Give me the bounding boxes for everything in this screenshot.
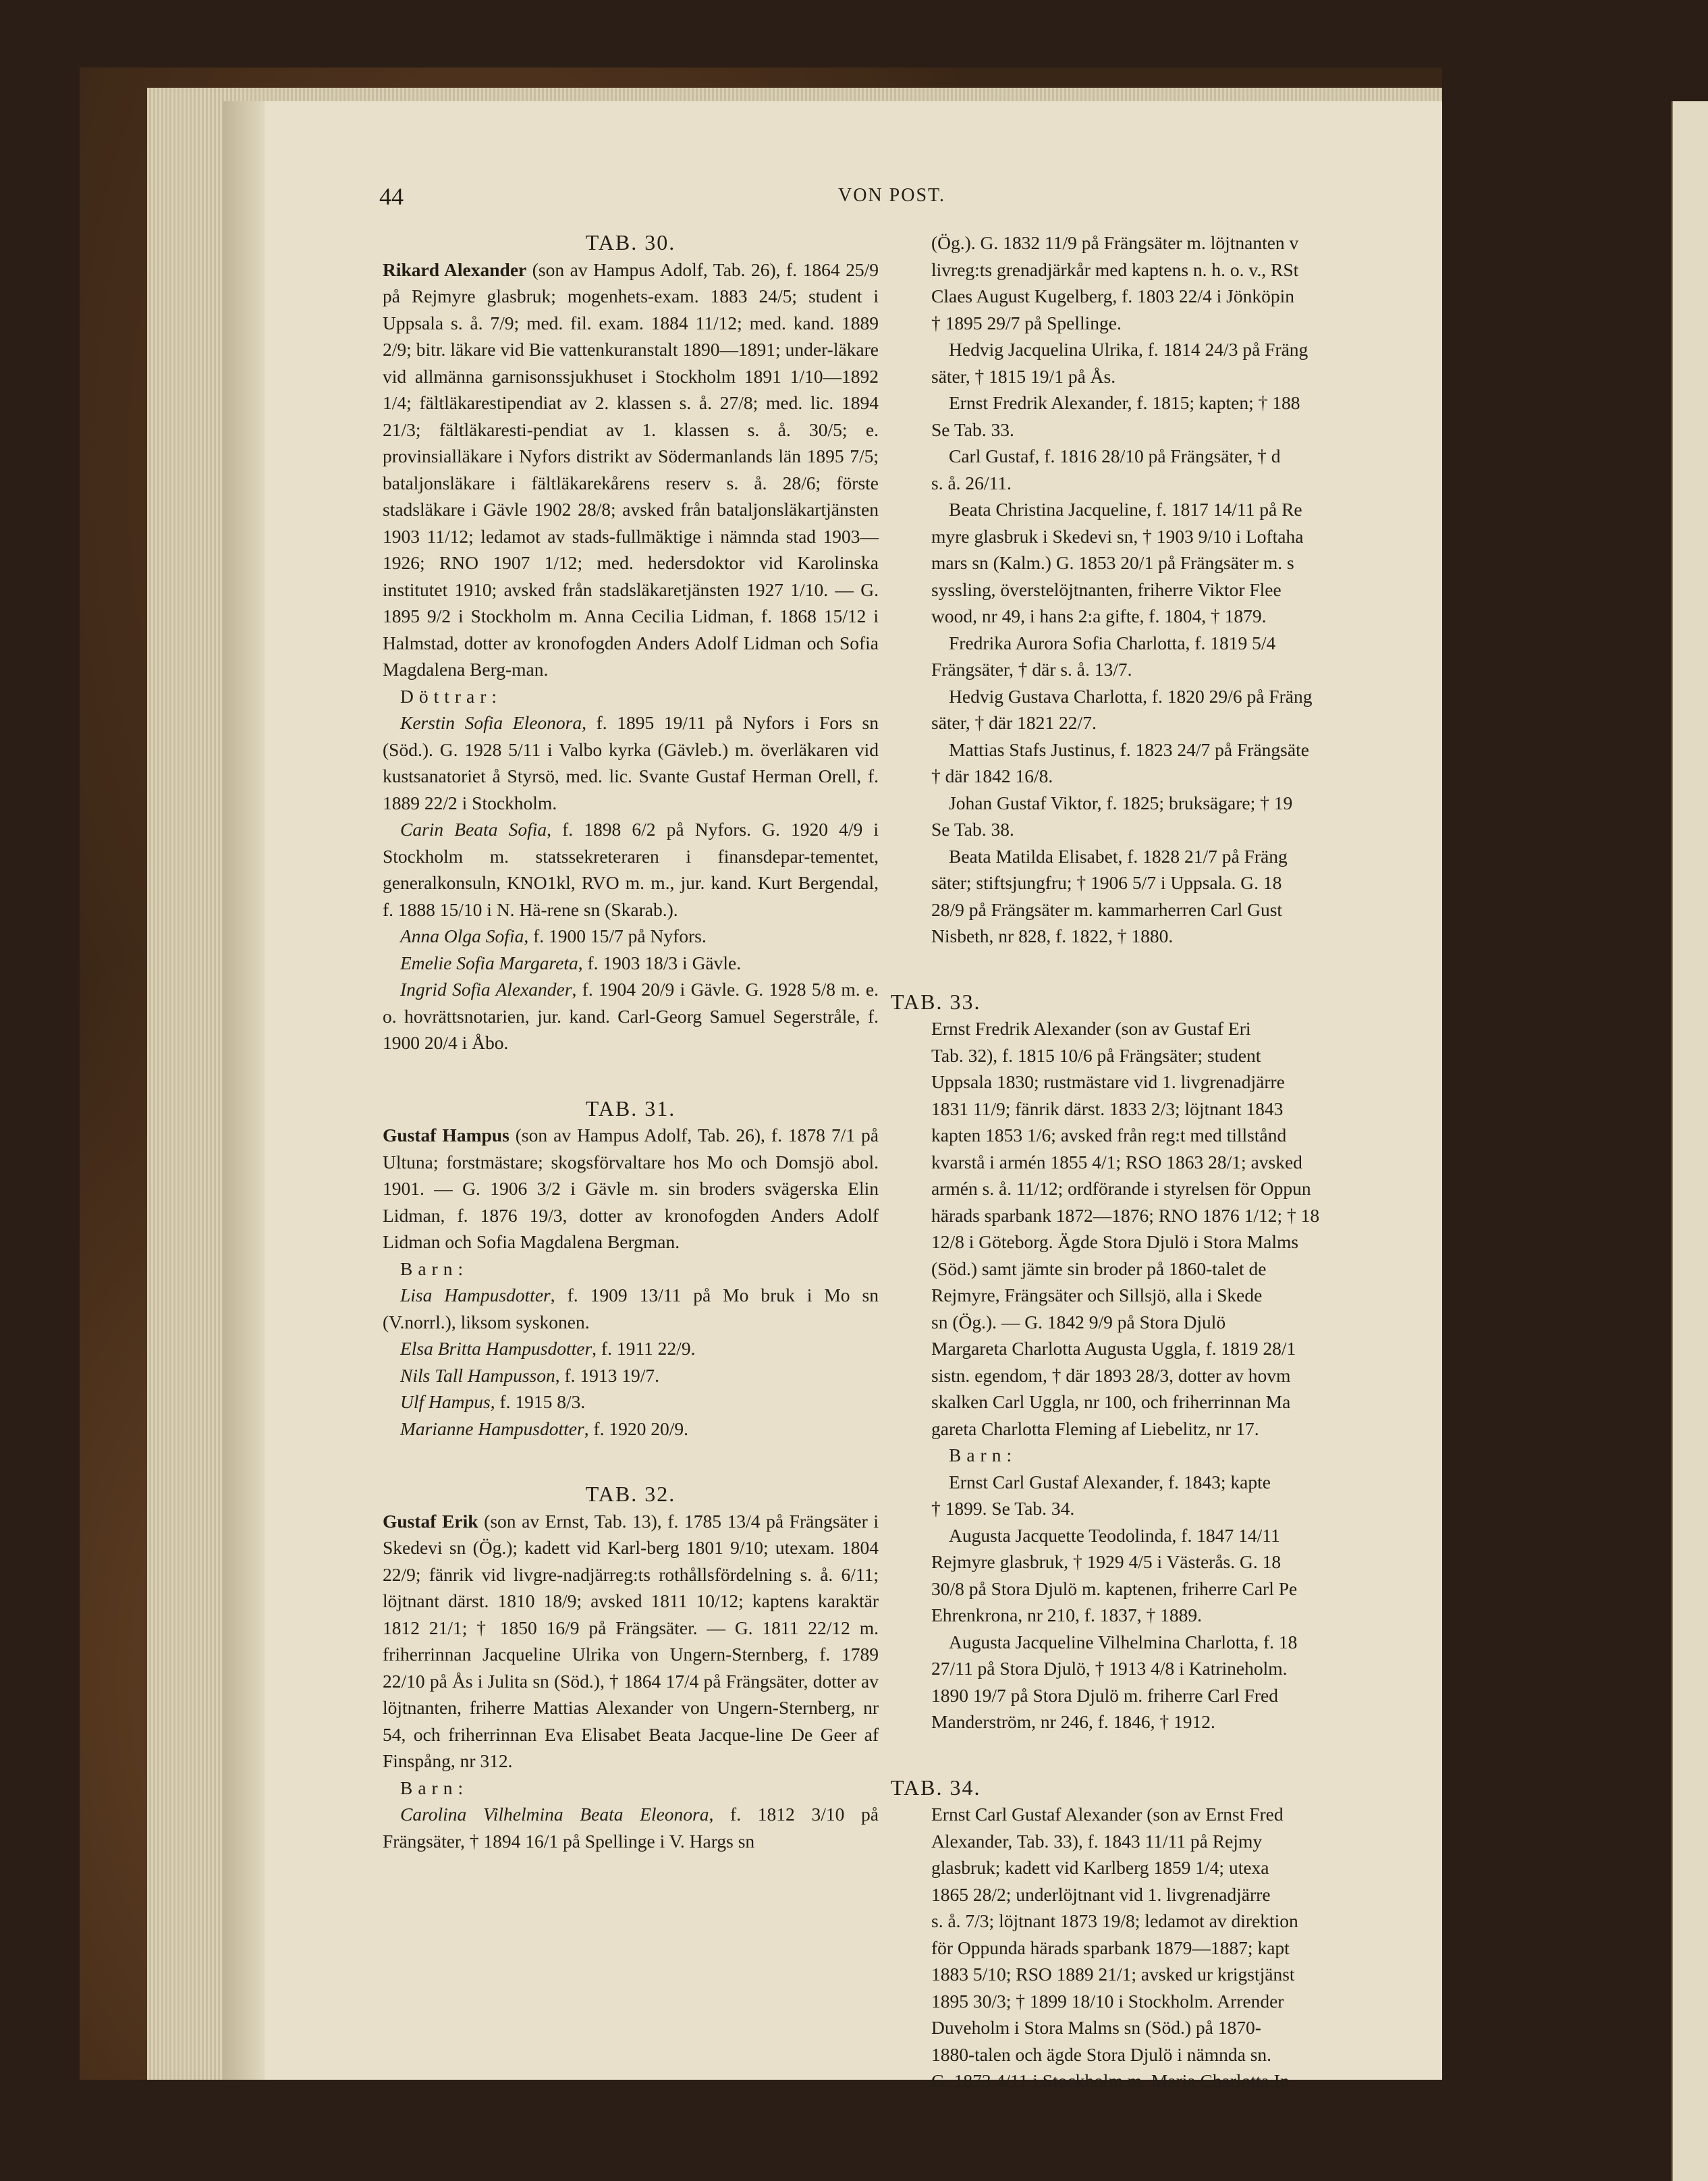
entry-text: (son av Hampus Adolf, Tab. 26), f. 1878 7/1 på Ultuna; forstmästare; skogsförvaltare hos Mo och Domsjö abol. 1901. — G. 1906 3/2 i Gävle m. sin broders svägerska Elin Lidman, f. 1876 19/3, dotter av kronofogden Anders Adolf Lidman och Sofia Magdalena Bergman. xyxy=(383,1125,879,1252)
child-entry xyxy=(383,1362,879,1389)
page-gutter xyxy=(223,101,270,2080)
text-line: säter, † där 1821 22/7. xyxy=(931,712,1097,733)
text-line: Ernst Carl Gustaf Alexander (son av Ernst Fred xyxy=(931,1804,1284,1825)
text-line: gareta Charlotta Fleming af Liebelitz, nr 17. xyxy=(931,1418,1259,1439)
text-line: Ernst Fredrik Alexander (son av Gustaf Eri xyxy=(931,1018,1251,1039)
person-name: Lisa Hampusdotter xyxy=(400,1285,551,1305)
text-line: Tab. 32), f. 1815 10/6 på Frängsäter; student xyxy=(931,1044,1261,1066)
text-line: s. å. 26/11. xyxy=(931,472,1012,493)
entry-text: , f. 1812 3/10 på Frängsäter, † 1894 16/1 på Spellinge i V. Hargs sn xyxy=(383,1804,879,1852)
text-line: armén s. å. 11/12; ordförande i styrelsen för Oppun xyxy=(931,1178,1311,1199)
text-line: säter, † 1815 19/1 på Ås. xyxy=(931,365,1116,387)
text-line: Claes August Kugelberg, f. 1803 22/4 i Jönköpin xyxy=(931,286,1295,306)
left-column xyxy=(383,230,879,1854)
person-name: Nils Tall Hampusson xyxy=(400,1364,555,1386)
text-line: härads sparbank 1872—1876; RNO 1876 1/12; † 18 xyxy=(931,1204,1320,1226)
text-line: G. 1873 4/11 i Stockholm m. Maria Charlotta In xyxy=(931,2070,1290,2091)
section-gap xyxy=(931,1735,1442,1775)
text-line: 1890 19/7 på Stora Djulö m. friherre Carl Fred xyxy=(931,1684,1278,1706)
text-line: 27/11 på Stora Djulö, † 1913 4/8 i Katrineholm. xyxy=(931,1658,1288,1679)
book-page xyxy=(265,101,1442,2091)
person-name: Gustaf Hampus xyxy=(383,1125,509,1146)
text-line: Alexander, Tab. 33), f. 1843 11/11 på Rejmy xyxy=(931,1830,1263,1852)
table-heading: TAB. 34. xyxy=(891,1775,981,1800)
text-line: säter; stiftsjungfru; † 1906 5/7 i Uppsala. G. 18 xyxy=(931,872,1282,893)
person-name: Elsa Britta Hampusdotter xyxy=(400,1338,593,1359)
text-line: 1883 5/10; RSO 1889 21/1; avsked ur krigstjänst xyxy=(931,1964,1295,1985)
child-entry xyxy=(383,1389,879,1416)
text-line: Ehrenkrona, nr 210, f. 1837, † 1889. xyxy=(931,1605,1202,1625)
text-line: 1831 11/9; fänrik därst. 1833 2/3; löjtnant 1843 xyxy=(931,1098,1284,1119)
person-name: Ingrid Sofia Alexander xyxy=(400,979,572,1000)
person-name: Rikard Alexander xyxy=(383,259,527,280)
child-entry-line: Beata Matilda Elisabet, f. 1828 21/7 på Fräng xyxy=(949,845,1288,867)
child-entry-line: Beata Christina Jacqueline, f. 1817 14/11 på Re xyxy=(949,499,1302,520)
text-line: s. å. 7/3; löjtnant 1873 19/8; ledamot av direktion xyxy=(931,1910,1298,1931)
children-subheading: Barn: xyxy=(400,1258,469,1279)
text-line: för Oppunda härads sparbank 1879—1887; kapt xyxy=(931,1937,1290,1958)
text-line: livreg:ts grenadjärkår med kaptens n. h. o. v., RSt xyxy=(931,259,1299,280)
entry-text: , f. 1898 6/2 på Nyfors. G. 1920 4/9 i Stockholm m. statssekreteraren i finansdepar-tementet, generalkonsuln, KNO1kl, RVO m. m., jur. kand. Kurt Bergendal, f. 1888 15/10 i N. Hä-rene sn (Skarab.). xyxy=(383,819,879,920)
text-line: 28/9 på Frängsäter m. kammarherren Carl Gust xyxy=(931,898,1283,920)
section-gap xyxy=(383,1056,879,1096)
child-entry-line: Ernst Carl Gustaf Alexander, f. 1843; kapte xyxy=(949,1471,1271,1492)
entry-text: , f. 1915 8/3. xyxy=(490,1391,586,1412)
text-line: Uppsala 1830; rustmästare vid 1. livgrenadjärre xyxy=(931,1071,1285,1092)
person-entry xyxy=(383,1508,879,1775)
table-heading: TAB. 33. xyxy=(891,989,981,1014)
entry-text: (son av Ernst, Tab. 13), f. 1785 13/4 på Frängsäter i Skedevi sn (Ög.); kadett vid Karl-berg 1801 9/10; utexam. 1804 22/9; fänrik vid livgre-nadjärreg:ts rothållsfördelning s. å. 6/11; löjtnant därst. 1810 18/9; avsked 1811 10/12; kaptens karaktär 1812 21/1; † 1850 16/9 på Frängsäter. — G. 1811 22/12 m. friherrinnan Jacqueline Ulrika von Ungern-Sternberg, f. 1789 22/10 på Ås i Julita sn (Söd.), † 1864 17/4 på Frängsäter, dotter av löjtnanten, friherre Mattias Alexander von Ungern-Sternberg, nr 54, och friherrinnan Eva Elisabet Beata Jacque-line De Geer af Finspång, nr 312. xyxy=(383,1510,879,1771)
child-entry-line: Ernst Fredrik Alexander, f. 1815; kapten; † 188 xyxy=(949,392,1300,413)
text-line: † 1899. Se Tab. 34. xyxy=(931,1498,1075,1519)
child-entry-line: Augusta Jacquette Teodolinda, f. 1847 14/11 xyxy=(949,1524,1280,1546)
person-name: Carin Beata Sofia xyxy=(400,819,547,840)
child-entry xyxy=(383,816,879,923)
table-heading: TAB. 31. xyxy=(585,1096,676,1121)
text-line: mars sn (Kalm.) G. 1853 20/1 på Frängsäter m. s xyxy=(931,552,1294,573)
person-name: Marianne Hampusdotter xyxy=(400,1418,584,1439)
right-column xyxy=(891,230,1442,2095)
page-number: 44 xyxy=(379,183,404,210)
child-entry-line: Fredrika Aurora Sofia Charlotta, f. 1819 5/4 xyxy=(949,632,1276,653)
text-line: 1865 28/2; underlöjtnant vid 1. livgrenadjärre xyxy=(931,1883,1271,1905)
text-line: (Ög.). G. 1832 11/9 på Frängsäter m. löjtnanten v xyxy=(931,232,1299,253)
person-name: Anna Olga Sofia xyxy=(400,925,524,946)
text-line: Manderström, nr 246, f. 1846, † 1912. xyxy=(931,1711,1215,1732)
text-line: Nisbeth, nr 828, f. 1822, † 1880. xyxy=(931,925,1174,946)
child-entry-line: Hedvig Jacquelina Ulrika, f. 1814 24/3 på Fräng xyxy=(949,339,1308,360)
person-name: Ulf Hampus xyxy=(400,1391,491,1412)
text-line: 1880-talen och ägde Stora Djulö i nämnda sn. xyxy=(931,2043,1272,2065)
children-subheading: Barn: xyxy=(949,1445,1018,1465)
text-line: sistn. egendom, † där 1893 28/3, dotter av hovm xyxy=(931,1364,1291,1386)
text-line: † 1895 29/7 på Spellinge. xyxy=(931,312,1122,333)
child-entry-line: Johan Gustaf Viktor, f. 1825; bruksägare; † 19 xyxy=(949,792,1293,813)
running-head xyxy=(379,182,1392,216)
person-name: Emelie Sofia Margareta xyxy=(400,952,578,973)
text-line: Rejmyre, Frängsäter och Sillsjö, alla i Skede xyxy=(931,1285,1263,1305)
text-line: wood, nr 49, i hans 2:a gifte, f. 1804, † 1879. xyxy=(931,605,1267,626)
person-name: Carolina Vilhelmina Beata Eleonora xyxy=(400,1804,709,1825)
entry-text: , f. 1895 19/11 på Nyfors i Fors sn (Söd.). G. 1928 5/11 i Valbo kyrka (Gävleb.) m. överläkaren vid kustsanatoriet å Styrsö, med. lic. Svante Gustaf Herman Orell, f. 1889 22/2 i Stockholm. xyxy=(383,712,879,813)
running-head-title: VON POST. xyxy=(838,185,946,206)
text-line: 30/8 på Stora Djulö m. kaptenen, friherre Carl Pe xyxy=(931,1578,1298,1599)
text-line: kvarstå i armén 1855 4/1; RSO 1863 28/1; avsked xyxy=(931,1151,1302,1173)
adjacent-page-edge xyxy=(1672,101,1708,2181)
child-entry-line: Hedvig Gustava Charlotta, f. 1820 29/6 på Fräng xyxy=(949,685,1313,707)
text-line: syssling, överstelöjtnanten, friherre Viktor Flee xyxy=(931,578,1282,600)
child-entry-line: Augusta Jacqueline Vilhelmina Charlotta, f. 18 xyxy=(949,1631,1298,1652)
entry-text: , f. 1909 13/11 på Mo bruk i Mo sn (V.norrl.), liksom syskonen. xyxy=(383,1285,879,1332)
child-entry xyxy=(383,1416,879,1443)
entry-text: , f. 1913 19/7. xyxy=(555,1364,660,1386)
child-entry xyxy=(383,1801,879,1854)
table-heading: TAB. 32. xyxy=(585,1482,676,1506)
text-line: 12/8 i Göteborg. Ägde Stora Djulö i Stora Malms xyxy=(931,1231,1299,1252)
entry-text: , f. 1900 15/7 på Nyfors. xyxy=(524,925,707,946)
children-subheading: Barn: xyxy=(400,1777,469,1798)
entry-text: , f. 1920 20/9. xyxy=(584,1418,689,1439)
person-entry xyxy=(383,1122,879,1256)
children-subheading: Döttrar: xyxy=(400,685,503,707)
child-entry-line: Carl Gustaf, f. 1816 28/10 på Frängsäter, † d xyxy=(949,446,1281,466)
text-line: skalken Carl Uggla, nr 100, och friherrinnan Ma xyxy=(931,1391,1291,1412)
entry-text: , f. 1904 20/9 i Gävle. G. 1928 5/8 m. e. o. hovrättsnotarien, jur. kand. Carl-Georg Samuel Segerstråle, f. 1900 20/4 i Åbo. xyxy=(383,979,879,1053)
person-name: Gustaf Erik xyxy=(383,1510,478,1532)
text-line: sn (Ög.). — G. 1842 9/9 på Stora Djulö xyxy=(931,1311,1226,1332)
entry-text: (son av Hampus Adolf, Tab. 26), f. 1864 25/9 på Rejmyre glasbruk; mogenhets-exam. 1883 24/5; student i Uppsala s. å. 7/9; med. fil. exam. 1884 11/12; med. kand. 1889 2/9; bitr. läkare vid Bie vattenkuranstalt 1890—1891; under-läkare vid allmänna garnisonssjukhuset i Stockholm 1891 1/10—1892 1/4; fältläkarestipendiat av 2. klassen s. å. 27/8; med. lic. 1894 21/3; fältläkaresti-pendiat av 1. klassen s. å. 30/5; e. provinsialläkare i Nyfors distrikt av Södermanlands län 1895 7/5; bataljonsläkare i fältläkarekårens reserv s. å. 28/6; förste stadsläkare i Gävle 1902 28/8; avsked från bataljonsläkartjänsten 1903 11/12; ledamot av stads-fullmäktige i nämnda stad 1903—1926; RNO 1907 1/12; med. hedersdoktor vid Karolinska institutet 1910; avsked från stadsläkaretjänsten 1927 1/10. — G. 1895 9/2 i Stockholm m. Anna Cecilia Lidman, f. 1868 15/12 i Halmstad, dotter av kronofogden Anders Adolf Lidman och Sofia Magdalena Berg-man. xyxy=(383,259,879,680)
text-line: Se Tab. 38. xyxy=(931,819,1014,840)
person-entry xyxy=(383,257,879,683)
person-name: Kerstin Sofia Eleonora xyxy=(400,712,582,733)
section-gap xyxy=(931,950,1442,989)
text-line: (Söd.) samt jämte sin broder på 1860-talet de xyxy=(931,1258,1267,1279)
child-entry xyxy=(383,1282,879,1335)
text-line: Frängsäter, † där s. å. 13/7. xyxy=(931,659,1132,680)
entry-text: , f. 1903 18/3 i Gävle. xyxy=(578,952,742,973)
child-entry xyxy=(383,709,879,816)
text-line: myre glasbruk i Skedevi sn, † 1903 9/10 i Loftaha xyxy=(931,525,1304,547)
text-line: Se Tab. 33. xyxy=(931,419,1014,440)
child-entry xyxy=(383,923,879,950)
entry-text: , f. 1911 22/9. xyxy=(592,1338,696,1359)
text-line: Duveholm i Stora Malms sn (Söd.) på 1870- xyxy=(931,2017,1261,2038)
table-heading: TAB. 30. xyxy=(585,230,676,254)
text-line: Margareta Charlotta Augusta Uggla, f. 1819 28/1 xyxy=(931,1338,1296,1359)
text-line: † där 1842 16/8. xyxy=(931,765,1053,786)
child-entry xyxy=(383,950,879,977)
child-entry-line: Mattias Stafs Justinus, f. 1823 24/7 på Frängsäte xyxy=(949,738,1309,760)
text-line: 1895 30/3; † 1899 18/10 i Stockholm. Arrender xyxy=(931,1990,1284,2012)
text-line: kapten 1853 1/6; avsked från reg:t med tillstånd xyxy=(931,1125,1287,1146)
text-line: glasbruk; kadett vid Karlberg 1859 1/4; utexa xyxy=(931,1857,1269,1878)
child-entry xyxy=(383,976,879,1056)
child-entry xyxy=(383,1335,879,1362)
text-line: Rejmyre glasbruk, † 1929 4/5 i Västerås. G. 18 xyxy=(931,1551,1282,1572)
section-gap xyxy=(383,1442,879,1481)
